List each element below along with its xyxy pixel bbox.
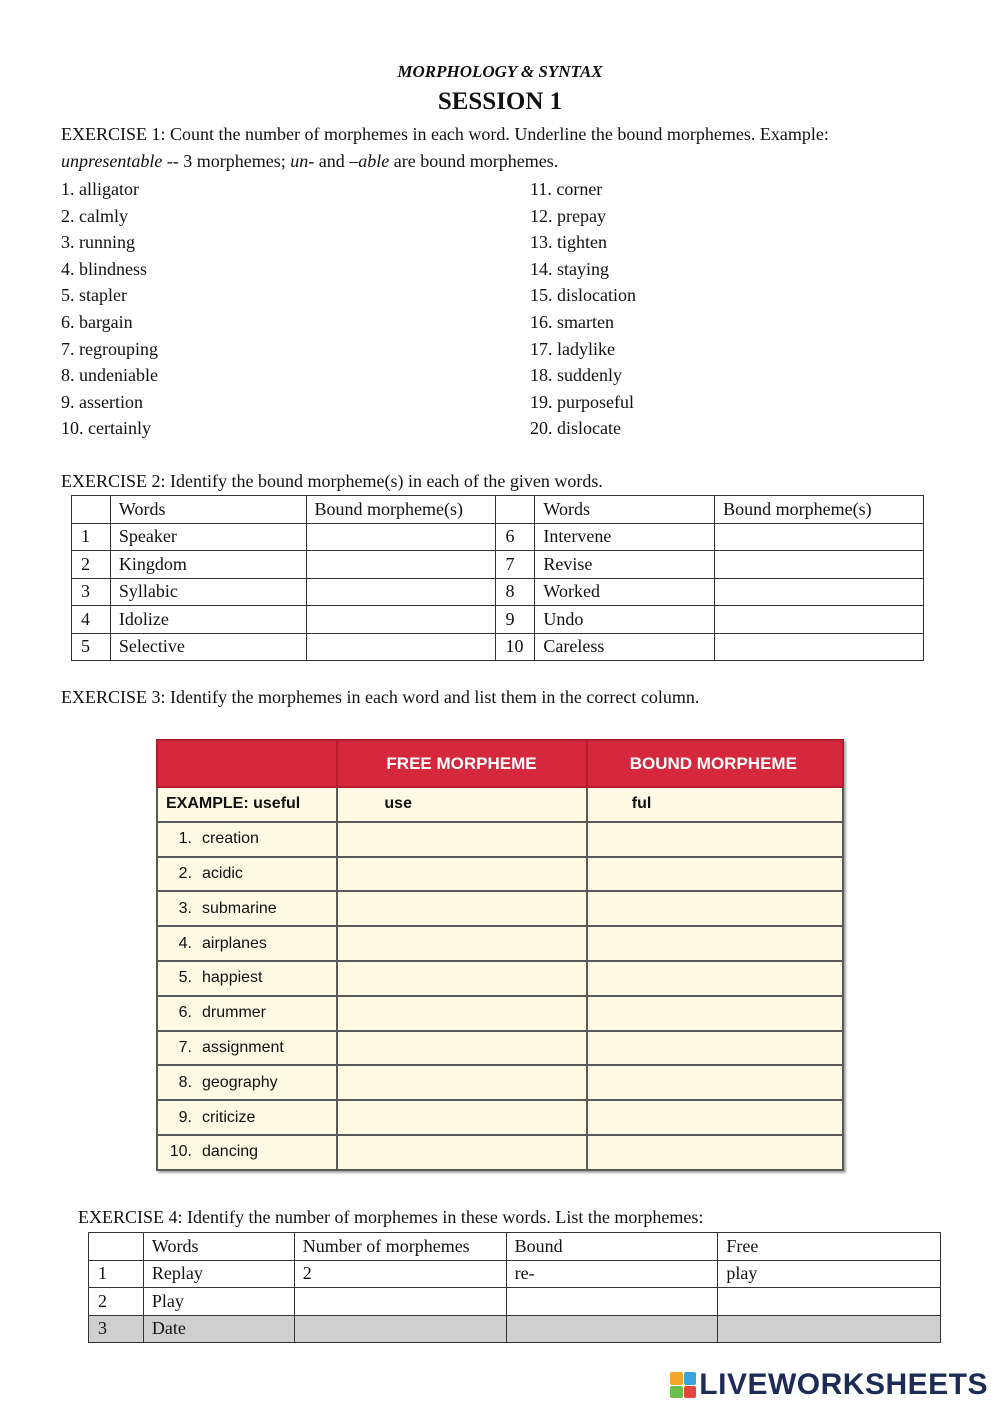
example-suffix: –able	[349, 151, 390, 171]
word: creation	[202, 830, 259, 848]
bound-answer-cell[interactable]	[587, 1135, 843, 1170]
answer-cell[interactable]	[306, 633, 496, 661]
row-number: 6.	[178, 1004, 192, 1022]
column-header-bound: BOUND MORPHEME	[587, 740, 843, 787]
logo-text: LIVEWORKSHEETS	[699, 1368, 988, 1401]
table-row	[157, 822, 843, 857]
column-header: Words	[110, 496, 306, 524]
column-header-free: FREE MORPHEME	[337, 740, 586, 787]
bound-answer-cell[interactable]	[587, 996, 843, 1031]
table-row	[72, 523, 924, 551]
word-cell	[157, 1135, 337, 1170]
list-item: 11. corner	[530, 179, 603, 199]
word-cell	[157, 857, 337, 892]
table-header-row	[157, 740, 843, 787]
word-cell: Idolize	[110, 606, 306, 634]
answer-cell[interactable]	[715, 551, 924, 579]
word-cell	[157, 1031, 337, 1066]
exercise3-instruction: EXERCISE 3: Identify the morphemes in each word and list them in the correct column.	[61, 687, 700, 707]
list-item: 3. running	[61, 232, 135, 253]
example-free: use	[337, 787, 586, 822]
table-row	[89, 1260, 941, 1288]
example-label: EXAMPLE: useful	[157, 787, 337, 822]
row-number: 9.	[178, 1108, 192, 1126]
word: dancing	[202, 1143, 259, 1161]
free-answer-cell[interactable]	[337, 891, 586, 926]
document-subtitle: MORPHOLOGY & SYNTAX	[397, 62, 603, 81]
table-row	[72, 633, 924, 661]
table-header-row	[72, 496, 924, 524]
exercise4-table	[88, 1232, 941, 1343]
word-cell: Replay	[143, 1260, 294, 1288]
column-header: Bound morpheme(s)	[715, 496, 924, 524]
word: happiest	[202, 969, 263, 987]
free-answer-cell[interactable]	[337, 1065, 586, 1100]
bound-answer-cell[interactable]	[587, 1100, 843, 1135]
exercise2-instruction: EXERCISE 2: Identify the bound morpheme(s) in each of the given words.	[61, 471, 603, 491]
exercise1-right-list	[530, 176, 636, 442]
document-title: SESSION 1	[437, 88, 563, 115]
free-answer-cell[interactable]	[337, 1100, 586, 1135]
exercise2-table	[71, 495, 924, 661]
bound-cell[interactable]	[506, 1288, 718, 1316]
word: assignment	[202, 1038, 284, 1056]
column-header: Bound morpheme(s)	[306, 496, 496, 524]
example-and: and	[314, 151, 350, 171]
free-cell[interactable]	[718, 1288, 941, 1316]
list-item: 4. blindness	[61, 258, 148, 279]
table-row	[89, 1315, 941, 1343]
word-cell: Date	[143, 1315, 294, 1343]
row-number: 4	[72, 606, 111, 634]
row-number: 1.	[178, 830, 192, 848]
word: acidic	[202, 864, 243, 882]
row-number: 10	[496, 633, 535, 661]
list-item: 16. smarten	[530, 311, 614, 332]
table-cell	[72, 496, 111, 524]
word-cell: Play	[143, 1288, 294, 1316]
row-number: 1	[72, 523, 111, 551]
word: submarine	[202, 899, 277, 917]
word-cell: Worked	[535, 578, 715, 606]
word-cell: Intervene	[535, 523, 715, 551]
list-item: 19. purposeful	[530, 391, 634, 412]
table-row	[72, 578, 924, 606]
free-answer-cell[interactable]	[337, 822, 586, 857]
table-row	[72, 606, 924, 634]
column-header: Free	[718, 1233, 941, 1261]
word-cell	[157, 1065, 337, 1100]
free-answer-cell[interactable]	[337, 926, 586, 961]
row-number: 7.	[178, 1038, 192, 1056]
count-cell[interactable]	[294, 1288, 506, 1316]
list-item: 13. tighten	[530, 232, 607, 253]
table-row	[157, 1031, 843, 1066]
row-number: 10.	[169, 1143, 192, 1161]
row-number: 2	[89, 1288, 144, 1316]
example-prefix: un-	[290, 151, 315, 171]
word: criticize	[202, 1108, 256, 1126]
table-header-row	[89, 1233, 941, 1261]
word-cell: Careless	[535, 633, 715, 661]
answer-cell[interactable]	[715, 606, 924, 634]
bound-answer-cell[interactable]	[587, 1031, 843, 1066]
free-answer-cell[interactable]	[337, 996, 586, 1031]
word-cell: Revise	[535, 551, 715, 579]
answer-cell[interactable]	[306, 578, 496, 606]
count-cell[interactable]	[294, 1315, 506, 1343]
table-row	[72, 551, 924, 579]
free-cell: play	[718, 1260, 941, 1288]
example-row	[157, 787, 843, 822]
exercise1-left-list	[61, 176, 158, 442]
answer-cell[interactable]	[306, 551, 496, 579]
word: airplanes	[202, 934, 267, 952]
row-number: 7	[496, 551, 535, 579]
example-bound: ful	[587, 787, 843, 822]
list-item: 9. assertion	[61, 391, 143, 412]
row-number: 5	[72, 633, 111, 661]
row-number: 8	[496, 578, 535, 606]
exercise3-table	[156, 739, 844, 1171]
bound-cell[interactable]	[506, 1315, 718, 1343]
table-row	[157, 1135, 843, 1170]
list-item: 20. dislocate	[530, 418, 621, 439]
row-number: 6	[496, 523, 535, 551]
table-cell	[496, 496, 535, 524]
free-answer-cell[interactable]	[337, 1135, 586, 1170]
bound-answer-cell[interactable]	[587, 822, 843, 857]
row-number: 1	[89, 1260, 144, 1288]
list-item: 7. regrouping	[61, 338, 158, 359]
table-row	[157, 1065, 843, 1100]
free-answer-cell[interactable]	[337, 961, 586, 996]
free-cell[interactable]	[718, 1315, 941, 1343]
answer-cell[interactable]	[715, 523, 924, 551]
row-number: 5.	[178, 969, 192, 987]
table-row	[157, 891, 843, 926]
bound-answer-cell[interactable]	[587, 857, 843, 892]
row-number: 3.	[178, 899, 192, 917]
word-cell	[157, 1100, 337, 1135]
list-item: 17. ladylike	[530, 338, 615, 359]
table-row	[157, 857, 843, 892]
row-number: 4.	[178, 934, 192, 952]
word-cell	[157, 996, 337, 1031]
row-number: 2.	[178, 864, 192, 882]
free-answer-cell[interactable]	[337, 857, 586, 892]
bound-answer-cell[interactable]	[587, 891, 843, 926]
free-answer-cell[interactable]	[337, 1031, 586, 1066]
bound-cell: re-	[506, 1260, 718, 1288]
row-number: 3	[72, 578, 111, 606]
word-cell	[157, 822, 337, 857]
row-number: 3	[89, 1315, 144, 1343]
liveworksheets-logo-icon	[670, 1372, 696, 1398]
bound-answer-cell[interactable]	[587, 961, 843, 996]
bound-answer-cell[interactable]	[587, 1065, 843, 1100]
list-item: 15. dislocation	[530, 285, 636, 306]
table-row	[157, 961, 843, 996]
row-number: 9	[496, 606, 535, 634]
word-cell	[157, 926, 337, 961]
list-item: 10. certainly	[61, 418, 151, 439]
list-item: 12. prepay	[530, 205, 606, 226]
row-number: 2	[72, 551, 111, 579]
exercise1-example	[61, 151, 558, 172]
list-item: 14. staying	[530, 258, 609, 279]
column-header: Words	[143, 1233, 294, 1261]
word-cell: Kingdom	[110, 551, 306, 579]
word-cell	[157, 961, 337, 996]
list-item: 18. suddenly	[530, 365, 622, 386]
bound-answer-cell[interactable]	[587, 926, 843, 961]
word-cell: Undo	[535, 606, 715, 634]
table-cell	[89, 1233, 144, 1261]
column-header: Words	[535, 496, 715, 524]
table-row	[89, 1288, 941, 1316]
answer-cell[interactable]	[306, 523, 496, 551]
word-cell	[157, 891, 337, 926]
answer-cell[interactable]	[715, 578, 924, 606]
table-row	[157, 996, 843, 1031]
column-header: Number of morphemes	[294, 1233, 506, 1261]
word-cell: Speaker	[110, 523, 306, 551]
example-word: unpresentable	[61, 151, 163, 171]
list-item: 6. bargain	[61, 311, 133, 332]
example-end: are bound morphemes.	[389, 151, 559, 171]
count-cell: 2	[294, 1260, 506, 1288]
word: drummer	[202, 1004, 267, 1022]
row-number: 8.	[178, 1073, 192, 1091]
list-item: 5. stapler	[61, 285, 127, 306]
list-item: 1. alligator	[61, 179, 139, 199]
liveworksheets-logo	[670, 1368, 988, 1402]
answer-cell[interactable]	[306, 606, 496, 634]
list-item: 8. undeniable	[61, 365, 158, 386]
table-cell	[157, 740, 337, 787]
word-cell: Syllabic	[110, 578, 306, 606]
exercise1-instruction: EXERCISE 1: Count the number of morphemes in each word. Underline the bound morphemes. Example:	[61, 124, 829, 144]
word-cell: Selective	[110, 633, 306, 661]
exercise4-instruction: EXERCISE 4: Identify the number of morphemes in these words. List the morphemes:	[78, 1207, 704, 1227]
example-middle: -- 3 morphemes;	[162, 151, 291, 171]
word: geography	[202, 1073, 278, 1091]
column-header: Bound	[506, 1233, 718, 1261]
table-row	[157, 926, 843, 961]
list-item: 2. calmly	[61, 205, 128, 226]
table-row	[157, 1100, 843, 1135]
answer-cell[interactable]	[715, 633, 924, 661]
